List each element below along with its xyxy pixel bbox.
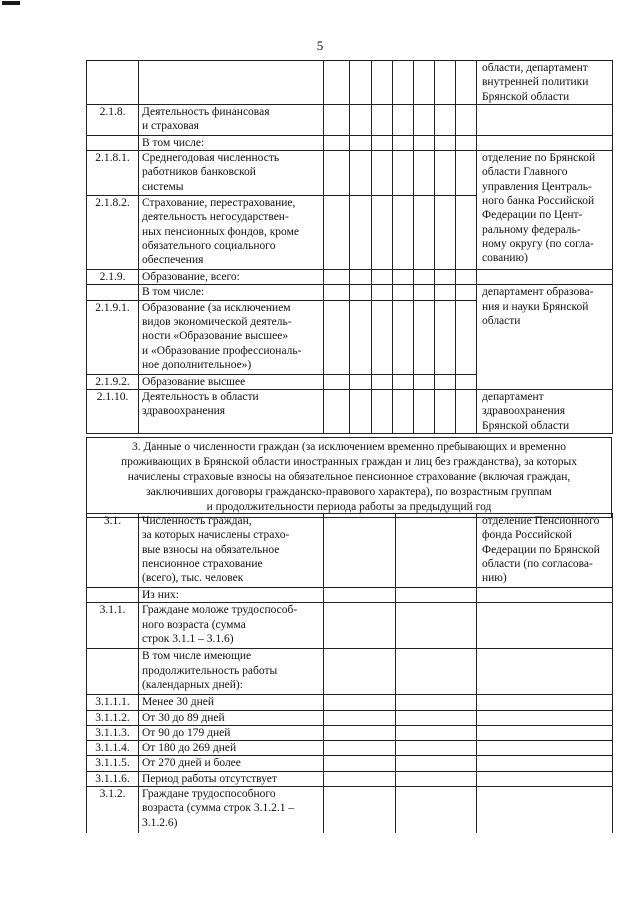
table-row: 3.1.1.1. Менее 30 дней	[87, 695, 613, 710]
table-row: 2.1.9. Образование, всего:	[87, 270, 613, 285]
table-row: 3.1.1.5. От 270 дней и более	[87, 756, 613, 771]
section-3-heading: 3. Данные о численности граждан (за исключением временно пребывающих и временно проживающих в Брянской области иностранных граждан и лиц без гражданства), за которых начислены страховые взносы на обязательное пенсионное страхование (включая граждан, заключивших договоры гражданско-правового характера), по возрастным группам и продолжительности периода работы за предыдущий год	[86, 437, 612, 518]
responsible-cell: отделение Пенсионного фонда Российской Федерации по Брянской области (по согласова- нию)	[477, 514, 613, 588]
table-row: 3.1.1.4. От 180 до 269 дней	[87, 741, 613, 756]
responsible-cell: области, департамент внутренней политики Брянской области	[477, 61, 613, 105]
table-row: 3.1.2. Граждане трудоспособного возраста (сумма строк 3.1.2.1 – 3.1.2.6)	[87, 787, 613, 833]
table-row: В том числе имеющие продолжительность работы (календарных дней):	[87, 649, 613, 695]
table-row: В том числе:	[87, 135, 613, 150]
table-row: 3.1.1.3. От 90 до 179 дней	[87, 725, 613, 740]
table-row: 3.1.1.6. Период работы отсутствует	[87, 771, 613, 786]
table-row: 2.1.8.1. Среднегодовая численность работников банковской системы отделение по Брянской области Главного управления Централь- ного банка Российской Федерации по Цент- ральному федераль- ному округу (по согла- сованию)	[87, 151, 613, 196]
responsible-cell: отделение по Брянской области Главного управления Централь- ного банка Российской Федерации по Цент- ральному федераль- ному округу (по согла- сованию)	[477, 151, 613, 270]
table-row	[87, 61, 613, 105]
responsible-cell: департамент здравоохранения Брянской области	[477, 390, 613, 434]
table-row: 2.1.9.2. Образование высшее	[87, 374, 613, 389]
table-row: 3.1.1. Граждане моложе трудоспособ- ного возраста (сумма строк 3.1.1 – 3.1.6)	[87, 603, 613, 649]
responsible-cell: департамент образова- ния и науки Брянской области	[477, 285, 613, 390]
table-row: 3.1.1.2. От 30 до 89 дней	[87, 710, 613, 725]
table-row: Из них:	[87, 588, 613, 603]
table-row: 2.1.8.2. Страхование, перестрахование, деятельность негосударствен- ных пенсионных фондов, кроме обязательного социального обеспечения	[87, 196, 613, 270]
table-row: 2.1.10. Деятельность в области здравоохранения департамент здравоохранения Брянской области	[87, 390, 613, 434]
table-row: 2.1.8. Деятельность финансовая и страховая	[87, 104, 613, 135]
table-row: В том числе: департамент образова- ния и науки Брянской области	[87, 285, 613, 300]
pension-table	[86, 513, 613, 833]
scan-corner-mark	[2, 1, 20, 5]
page-number: 5	[316, 38, 324, 53]
activities-table	[86, 60, 613, 434]
table-row: 2.1.9.1. Образование (за исключением видов экономической деятель- ности «Образование высшее» и «Образование профессиональ- ное дополнительное»)	[87, 300, 613, 374]
table-row: 3.1. Численность граждан, за которых начислены страхо- вые взносы на обязательное пенсионное страхование (всего), тыс. человек отделение Пенсионного фонда Российской Федерации по Брянской области (по согласова- нию)	[87, 514, 613, 588]
